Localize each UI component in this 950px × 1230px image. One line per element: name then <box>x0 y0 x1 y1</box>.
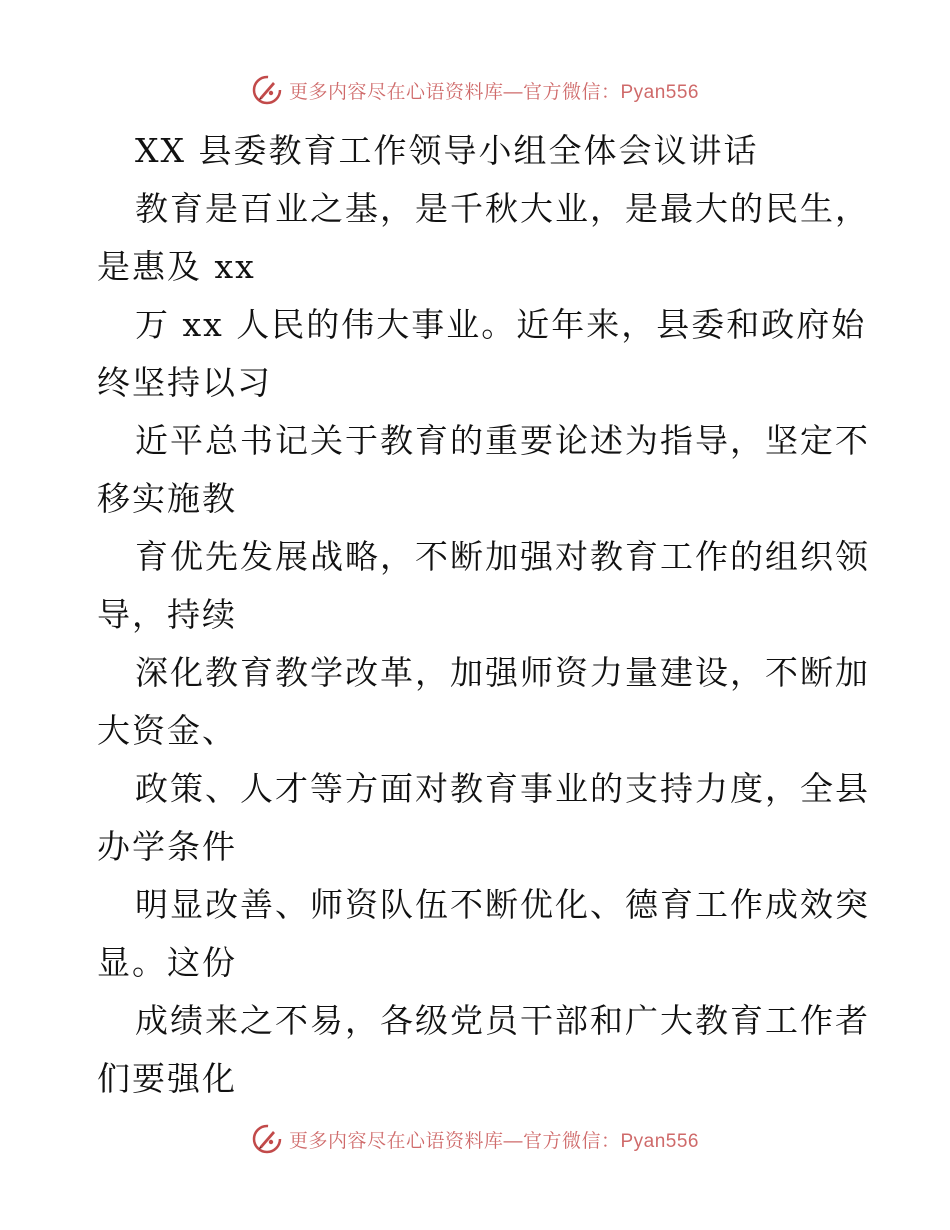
paragraph-line: 近平总书记关于教育的重要论述为指导，坚定不 <box>135 421 870 460</box>
paragraph-line: 移实施教 <box>97 479 237 518</box>
document-body <box>97 122 870 1108</box>
paragraph-line: 终坚持以习 <box>97 363 272 402</box>
document-title: XX 县委教育工作领导小组全体会议讲话 <box>135 131 759 170</box>
watermark-text: 更多内容尽在心语资料库—官方微信：Pyan556 <box>288 1130 699 1152</box>
paragraph-line: 教育是百业之基，是千秋大业，是最大的民生， <box>135 189 870 228</box>
paragraph-line: 成绩来之不易，各级党员干部和广大教育工作者 <box>135 1001 870 1040</box>
paragraph-line: 明显改善、师资队伍不断优化、德育工作成效突 <box>135 885 870 924</box>
header-watermark <box>0 70 950 110</box>
paragraph-line: 万 xx 人民的伟大事业。近年来，县委和政府始 <box>135 305 867 344</box>
paragraph-line: 办学条件 <box>97 827 237 866</box>
paragraph-line: 是惠及 xx <box>97 247 256 286</box>
paragraph-line: 育优先发展战略，不断加强对教育工作的组织领 <box>135 537 870 576</box>
watermark-text: 更多内容尽在心语资料库—官方微信：Pyan556 <box>288 81 699 103</box>
footer-watermark <box>0 1119 950 1159</box>
paragraph-line: 深化教育教学改革，加强师资力量建设，不断加 <box>135 653 870 692</box>
paragraph-line: 显。这份 <box>97 943 237 982</box>
quill-pen-logo-icon <box>251 1123 283 1155</box>
paragraph-line: 政策、人才等方面对教育事业的支持力度，全县 <box>135 769 870 808</box>
quill-pen-logo-icon <box>251 74 283 106</box>
paragraph-line: 大资金、 <box>97 711 237 750</box>
paragraph-line: 们要强化 <box>97 1059 237 1098</box>
paragraph-line: 导，持续 <box>97 595 237 634</box>
